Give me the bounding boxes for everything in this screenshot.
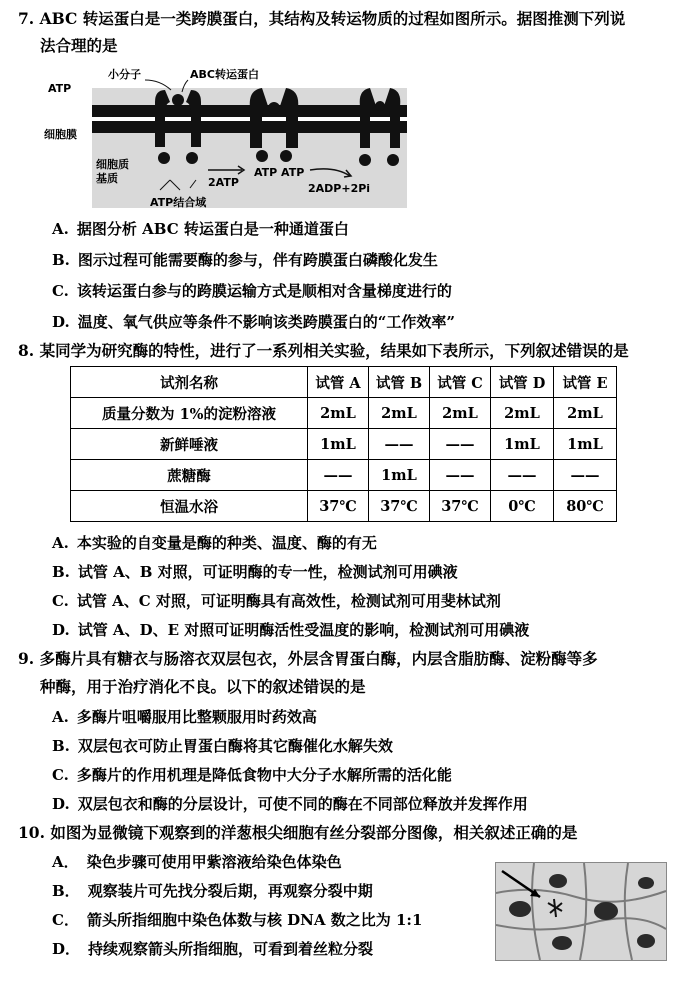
- q7-stem-line2: 法合理的是: [40, 36, 118, 55]
- label-cytoplasm-2: 基质: [96, 172, 118, 185]
- option-text: 多酶片的作用机理是降低食物中大分子水解所需的活化能: [76, 766, 452, 784]
- membrane-gap: [92, 117, 407, 121]
- table-row: [71, 491, 617, 522]
- table-cell: 1mL: [491, 429, 554, 460]
- option-text: 箭头所指细胞中染色体数与核 DNA 数之比为 1:1: [86, 911, 423, 929]
- table-cell: 恒温水浴: [71, 491, 308, 522]
- membrane-band-bottom: [92, 121, 407, 133]
- table-header-cell: 试管 C: [430, 367, 491, 398]
- option-text: 染色步骤可使用甲紫溶液给染色体染色: [86, 853, 342, 871]
- table-cell: ——: [430, 460, 491, 491]
- table-header-cell: 试管 D: [491, 367, 554, 398]
- abc-transporter-figure: [40, 60, 410, 210]
- q9-stem-line2: 种酶，用于治疗消化不良。以下的叙述错误的是: [40, 677, 366, 696]
- table-cell: 2mL: [491, 398, 554, 429]
- option-text: 观察装片可先找分裂后期，再观察分裂中期: [87, 882, 373, 900]
- membrane-band-top: [92, 105, 407, 117]
- option-text: 双层包衣和酶的分层设计，可使不同的酶在不同部位释放并发挥作用: [77, 795, 528, 813]
- table-cell: ——: [369, 429, 430, 460]
- label-adp: 2ADP+2Pi: [308, 182, 371, 195]
- q8-stem: 8. 某同学为研究酶的特性，进行了一系列相关实验，结果如下表所示，下列叙述错误的是: [18, 341, 629, 360]
- q9-option-c[interactable]: [52, 764, 452, 786]
- q7-option-c[interactable]: [52, 280, 452, 302]
- q9-option-b[interactable]: [52, 735, 393, 757]
- q10-option-a[interactable]: [52, 851, 342, 873]
- table-cell: ——: [430, 429, 491, 460]
- option-text: 多酶片咀嚼服用比整颗服用时药效高: [76, 708, 317, 726]
- table-cell: 2mL: [369, 398, 430, 429]
- onion-root-tip-micrograph: [495, 862, 667, 961]
- option-label: A.: [52, 534, 69, 552]
- table-cell: 1mL: [369, 460, 430, 491]
- option-label: C.: [52, 766, 69, 784]
- table-cell: 质量分数为 1%的淀粉溶液: [71, 398, 308, 429]
- option-label: C.: [52, 282, 69, 300]
- label-atp-domain: ATP结合域: [150, 196, 207, 209]
- table-row: [71, 429, 617, 460]
- q9-stem-line1: 9. 多酶片具有糖衣与肠溶衣双层包衣，外层含胃蛋白酶，内层含脂肪酶、淀粉酶等多: [18, 649, 598, 668]
- q7-option-b[interactable]: [52, 249, 438, 271]
- label-cytoplasm-1: 细胞质: [96, 158, 129, 171]
- option-text: 本实验的自变量是酶的种类、温度、酶的有无: [76, 534, 377, 552]
- option-label: D.: [52, 313, 70, 331]
- small-molecule-dot: [172, 94, 184, 106]
- label-atp-left: ATP: [48, 82, 72, 95]
- option-label: D.: [52, 621, 70, 639]
- option-text: 图示过程可能需要酶的参与，伴有跨膜蛋白磷酸化发生: [77, 251, 438, 269]
- option-label: B.: [52, 563, 70, 581]
- option-text: 持续观察箭头所指细胞，可看到着丝粒分裂: [88, 940, 374, 958]
- label-small-molecule: 小分子: [108, 68, 141, 81]
- q9-option-a[interactable]: [52, 706, 317, 728]
- q10-option-b[interactable]: [52, 880, 373, 902]
- table-header-row: [71, 367, 617, 398]
- option-text: 温度、氧气供应等条件不影响该类跨膜蛋白的“工作效率”: [77, 313, 455, 331]
- q8-option-d[interactable]: [52, 619, 529, 641]
- table-cell: 2mL: [554, 398, 617, 429]
- table-row: [71, 398, 617, 429]
- table-cell: 2mL: [430, 398, 491, 429]
- option-label: C.: [52, 592, 69, 610]
- option-text: 双层包衣可防止胃蛋白酶将其它酶催化水解失效: [77, 737, 393, 755]
- option-text: 试管 A、C 对照，可证明酶具有高效性，检测试剂可用斐林试剂: [76, 592, 501, 610]
- table-row: [71, 460, 617, 491]
- q10-option-d[interactable]: [52, 938, 373, 960]
- q9-option-d[interactable]: [52, 793, 528, 815]
- table-header-cell: 试剂名称: [71, 367, 308, 398]
- label-membrane: 细胞膜: [44, 128, 77, 141]
- table-cell: 1mL: [554, 429, 617, 460]
- table-cell: 37℃: [430, 491, 491, 522]
- table-cell: ——: [491, 460, 554, 491]
- option-text: 据图分析 ABC 转运蛋白是一种通道蛋白: [76, 220, 349, 238]
- table-cell: 新鲜唾液: [71, 429, 308, 460]
- q7-option-a[interactable]: [52, 218, 349, 240]
- option-label: D.: [52, 795, 70, 813]
- table-cell: 1mL: [308, 429, 369, 460]
- label-2atp: 2ATP: [208, 176, 239, 189]
- table-header-cell: 试管 A: [308, 367, 369, 398]
- q7-option-d[interactable]: [52, 311, 455, 333]
- table-cell: 37℃: [369, 491, 430, 522]
- table-header-cell: 试管 E: [554, 367, 617, 398]
- experiment-table: [70, 366, 617, 522]
- option-label: C．: [52, 911, 79, 929]
- option-label: A．: [52, 853, 79, 871]
- q10-stem: 10. 如图为显微镜下观察到的洋葱根尖细胞有丝分裂部分图像，相关叙述正确的是: [18, 823, 578, 842]
- option-text: 试管 A、B 对照，可证明酶的专一性，检测试剂可用碘液: [77, 563, 458, 581]
- micrograph-drawing: [496, 863, 666, 960]
- q10-option-c[interactable]: [52, 909, 422, 931]
- option-label: B.: [52, 737, 70, 755]
- option-label: B.: [52, 251, 70, 269]
- table-cell: 80℃: [554, 491, 617, 522]
- option-text: 试管 A、D、E 对照可证明酶活性受温度的影响，检测试剂可用碘液: [77, 621, 530, 639]
- option-label: D．: [52, 940, 81, 958]
- table-cell: 0℃: [491, 491, 554, 522]
- option-label: A.: [52, 220, 69, 238]
- table-cell: 蔗糖酶: [71, 460, 308, 491]
- option-label: B．: [52, 882, 80, 900]
- label-atp-atp: ATP ATP: [254, 166, 305, 179]
- table-cell: ——: [554, 460, 617, 491]
- q8-option-c[interactable]: [52, 590, 501, 612]
- table-cell: 37℃: [308, 491, 369, 522]
- q8-option-a[interactable]: [52, 532, 377, 554]
- option-text: 该转运蛋白参与的跨膜运输方式是顺相对含量梯度进行的: [76, 282, 452, 300]
- label-abc-protein: ABC转运蛋白: [190, 68, 259, 81]
- option-label: A.: [52, 708, 69, 726]
- table-cell: ——: [308, 460, 369, 491]
- table-header-cell: 试管 B: [369, 367, 430, 398]
- q7-stem-line1: 7. ABC 转运蛋白是一类跨膜蛋白，其结构及转运物质的过程如图所示。据图推测下列说: [18, 9, 626, 28]
- table-cell: 2mL: [308, 398, 369, 429]
- q8-option-b[interactable]: [52, 561, 458, 583]
